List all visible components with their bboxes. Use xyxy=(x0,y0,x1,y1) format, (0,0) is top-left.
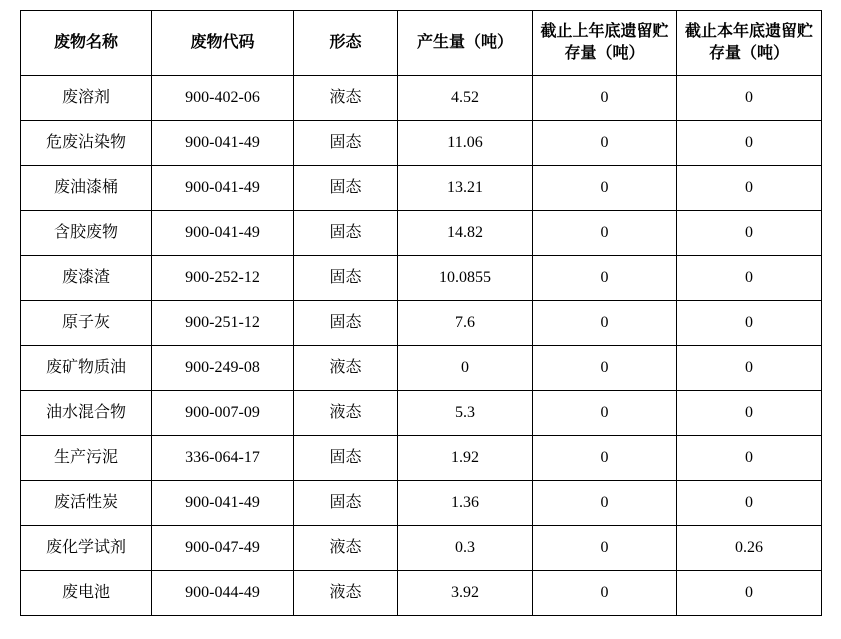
cell-form: 固态 xyxy=(294,301,398,346)
column-header-waste-code-label: 废物代码 xyxy=(190,34,255,52)
cell-waste-code: 900-249-08 xyxy=(152,346,294,391)
column-header-waste-name-label: 废物名称 xyxy=(53,34,118,52)
column-header-form xyxy=(294,11,398,76)
cell-waste-name: 废漆渣 xyxy=(21,256,152,301)
cell-waste-name: 废溶剂 xyxy=(21,76,152,121)
cell-form: 液态 xyxy=(294,346,398,391)
table-row xyxy=(21,481,822,526)
cell-prev-year-storage: 0 xyxy=(533,76,677,121)
column-header-waste-name xyxy=(21,11,152,76)
document-page xyxy=(0,10,841,639)
cell-waste-name: 油水混合物 xyxy=(21,391,152,436)
cell-this-year-storage: 0 xyxy=(677,301,822,346)
cell-generated-amount: 0.3 xyxy=(398,526,533,571)
column-header-prev-year-storage-label: 截止上年底遗留贮存量（吨） xyxy=(540,23,669,62)
column-header-generated-amount xyxy=(398,11,533,76)
cell-prev-year-storage: 0 xyxy=(533,121,677,166)
cell-prev-year-storage: 0 xyxy=(533,166,677,211)
cell-waste-name: 原子灰 xyxy=(21,301,152,346)
cell-generated-amount: 1.36 xyxy=(398,481,533,526)
cell-this-year-storage: 0 xyxy=(677,121,822,166)
cell-waste-code: 900-251-12 xyxy=(152,301,294,346)
cell-waste-name: 废油漆桶 xyxy=(21,166,152,211)
cell-generated-amount: 13.21 xyxy=(398,166,533,211)
cell-waste-code: 336-064-17 xyxy=(152,436,294,481)
cell-generated-amount: 4.52 xyxy=(398,76,533,121)
cell-this-year-storage: 0 xyxy=(677,436,822,481)
cell-prev-year-storage: 0 xyxy=(533,571,677,616)
column-header-waste-code xyxy=(152,11,294,76)
cell-this-year-storage: 0 xyxy=(677,76,822,121)
column-header-generated-amount-label: 产生量（吨） xyxy=(416,34,513,52)
table-row xyxy=(21,121,822,166)
cell-waste-code: 900-007-09 xyxy=(152,391,294,436)
cell-waste-code: 900-402-06 xyxy=(152,76,294,121)
cell-form: 固态 xyxy=(294,481,398,526)
cell-this-year-storage: 0 xyxy=(677,166,822,211)
cell-generated-amount: 3.92 xyxy=(398,571,533,616)
cell-this-year-storage: 0 xyxy=(677,571,822,616)
cell-form: 固态 xyxy=(294,211,398,256)
cell-generated-amount: 10.0855 xyxy=(398,256,533,301)
cell-this-year-storage: 0.26 xyxy=(677,526,822,571)
column-header-form-label: 形态 xyxy=(329,34,362,52)
cell-form: 液态 xyxy=(294,391,398,436)
cell-generated-amount: 1.92 xyxy=(398,436,533,481)
table-row xyxy=(21,526,822,571)
cell-waste-code: 900-252-12 xyxy=(152,256,294,301)
waste-inventory-table xyxy=(20,10,822,616)
cell-waste-code: 900-044-49 xyxy=(152,571,294,616)
cell-this-year-storage: 0 xyxy=(677,256,822,301)
table-row xyxy=(21,256,822,301)
cell-prev-year-storage: 0 xyxy=(533,481,677,526)
cell-prev-year-storage: 0 xyxy=(533,436,677,481)
cell-waste-name: 废矿物质油 xyxy=(21,346,152,391)
cell-prev-year-storage: 0 xyxy=(533,301,677,346)
column-header-this-year-storage-label: 截止本年底遗留贮存量（吨） xyxy=(684,23,813,62)
cell-form: 固态 xyxy=(294,436,398,481)
table-row xyxy=(21,346,822,391)
table-header-row xyxy=(21,11,822,76)
cell-waste-code: 900-047-49 xyxy=(152,526,294,571)
cell-waste-name: 废活性炭 xyxy=(21,481,152,526)
cell-form: 固态 xyxy=(294,256,398,301)
cell-waste-code: 900-041-49 xyxy=(152,121,294,166)
cell-form: 固态 xyxy=(294,166,398,211)
table-header xyxy=(21,11,822,76)
cell-waste-name: 废化学试剂 xyxy=(21,526,152,571)
cell-prev-year-storage: 0 xyxy=(533,211,677,256)
cell-waste-code: 900-041-49 xyxy=(152,166,294,211)
cell-waste-name: 含胶废物 xyxy=(21,211,152,256)
table-row xyxy=(21,166,822,211)
table-body xyxy=(21,76,822,616)
cell-generated-amount: 14.82 xyxy=(398,211,533,256)
cell-form: 固态 xyxy=(294,121,398,166)
cell-form: 液态 xyxy=(294,526,398,571)
cell-prev-year-storage: 0 xyxy=(533,526,677,571)
cell-prev-year-storage: 0 xyxy=(533,391,677,436)
cell-waste-name: 废电池 xyxy=(21,571,152,616)
cell-form: 液态 xyxy=(294,571,398,616)
column-header-prev-year-storage xyxy=(533,11,677,76)
column-header-this-year-storage xyxy=(677,11,822,76)
table-row xyxy=(21,436,822,481)
table-row xyxy=(21,571,822,616)
cell-generated-amount: 5.3 xyxy=(398,391,533,436)
cell-this-year-storage: 0 xyxy=(677,211,822,256)
cell-waste-code: 900-041-49 xyxy=(152,481,294,526)
cell-generated-amount: 0 xyxy=(398,346,533,391)
table-row xyxy=(21,76,822,121)
cell-generated-amount: 11.06 xyxy=(398,121,533,166)
cell-form: 液态 xyxy=(294,76,398,121)
cell-prev-year-storage: 0 xyxy=(533,256,677,301)
cell-prev-year-storage: 0 xyxy=(533,346,677,391)
table-row xyxy=(21,301,822,346)
cell-generated-amount: 7.6 xyxy=(398,301,533,346)
table-row xyxy=(21,391,822,436)
cell-waste-name: 生产污泥 xyxy=(21,436,152,481)
cell-this-year-storage: 0 xyxy=(677,481,822,526)
table-row xyxy=(21,211,822,256)
cell-this-year-storage: 0 xyxy=(677,346,822,391)
cell-this-year-storage: 0 xyxy=(677,391,822,436)
cell-waste-name: 危废沾染物 xyxy=(21,121,152,166)
cell-waste-code: 900-041-49 xyxy=(152,211,294,256)
